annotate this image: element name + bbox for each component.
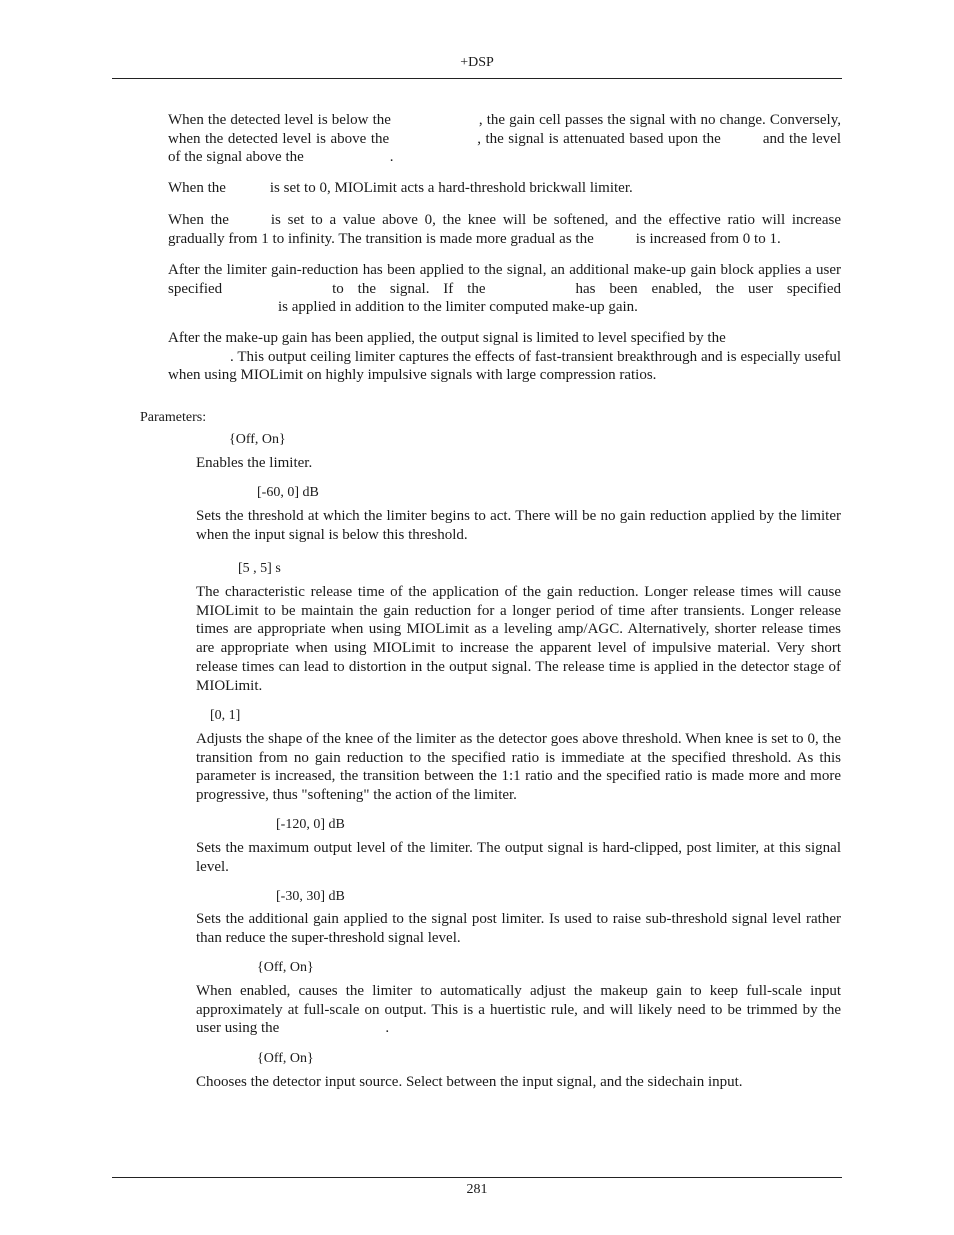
page-header-title: +DSP xyxy=(460,55,494,70)
parameters-label: Parameters: xyxy=(140,410,207,425)
param-knee-desc: Adjusts the shape of the knee of the limiter as the detector goes above threshold. When knee is set to 0, the transition from no gain reduction to the specified ratio is immediate at the specified threshold. As this parameter is increased, the transition between the 1:1 ratio and the specified ratio is made more and more progressive, thus "softening" the action of the limiter. xyxy=(196,731,841,804)
page-number: 281 xyxy=(466,1182,488,1197)
header-rule xyxy=(112,78,842,79)
param-threshold-range: [-60, 0] dB xyxy=(257,485,319,500)
param-release-range: [5 , 5] s xyxy=(238,561,281,576)
param-makeup-gain-range: [-30, 30] dB xyxy=(276,889,345,904)
param-enable-range: {Off, On} xyxy=(229,432,286,447)
intro-paragraph-4: After the limiter gain-reduction has been applied to the signal, an additional make-up gain block applies a user specified to the signal. If the has been enabled, the user specifiedis applied in addition to the limiter computed make-up gain. xyxy=(168,262,841,316)
param-knee-range: [0, 1] xyxy=(210,708,241,723)
intro-paragraph-1: When the detected level is below the , the gain cell passes the signal with no change. Conversely, when the detected level is above the , the signal is attenuated based upon the and the level of the signal above the . xyxy=(168,112,841,166)
param-output-ceiling-range: [-120, 0] dB xyxy=(276,817,345,832)
footer-rule xyxy=(112,1177,842,1178)
param-detector-source-range: {Off, On} xyxy=(257,1051,314,1066)
intro-paragraph-2: When the is set to 0, MIOLimit acts a hard-threshold brickwall limiter. xyxy=(168,180,633,196)
param-auto-makeup-range: {Off, On} xyxy=(257,960,314,975)
intro-paragraph-5: After the make-up gain has been applied, the output signal is limited to level specified by the . This output ceiling limiter captures the effects of fast-transient breakthrough and is especially useful when using MIOLimit on highly impulsive signals with large compression ratios. xyxy=(168,330,841,384)
param-release-desc: The characteristic release time of the application of the gain reduction. Longer release times will cause MIOLimit to be maintain the gain reduction for a longer period of time after transients. Longer release times are appropriate when using MIOLimit as a leveling amp/AGC. Alternatively, shorter release times are appropriate when using MIOLimit to increase the apparent level of impulsive material. Very short release times can lead to distortion in the output signal. The release time is applied in the detector stage of MIOLimit. xyxy=(196,584,841,694)
param-detector-source-desc: Chooses the detector input source. Select between the input signal, and the sidechain input. xyxy=(196,1074,743,1090)
param-enable-desc: Enables the limiter. xyxy=(196,455,313,471)
param-threshold-desc: Sets the threshold at which the limiter begins to act. There will be no gain reduction applied by the limiter when the input signal is below this threshold. xyxy=(196,508,841,543)
param-auto-makeup-desc: When enabled, causes the limiter to automatically adjust the makeup gain to keep full-scale input approximately at full-scale on output. This is a huertistic rule, and will likely need to be trimmed by the user using the . xyxy=(196,983,841,1037)
intro-paragraph-3: When the is set to a value above 0, the knee will be softened, and the effective ratio will increase gradually from 1 to infinity. The transition is made more gradual as the is increased from 0 to 1. xyxy=(168,212,841,247)
param-makeup-gain-desc: Sets the additional gain applied to the signal post limiter. Is used to raise sub-threshold signal level rather than reduce the super-threshold signal level. xyxy=(196,911,841,946)
param-output-ceiling-desc: Sets the maximum output level of the limiter. The output signal is hard-clipped, post limiter, at this signal level. xyxy=(196,840,841,875)
